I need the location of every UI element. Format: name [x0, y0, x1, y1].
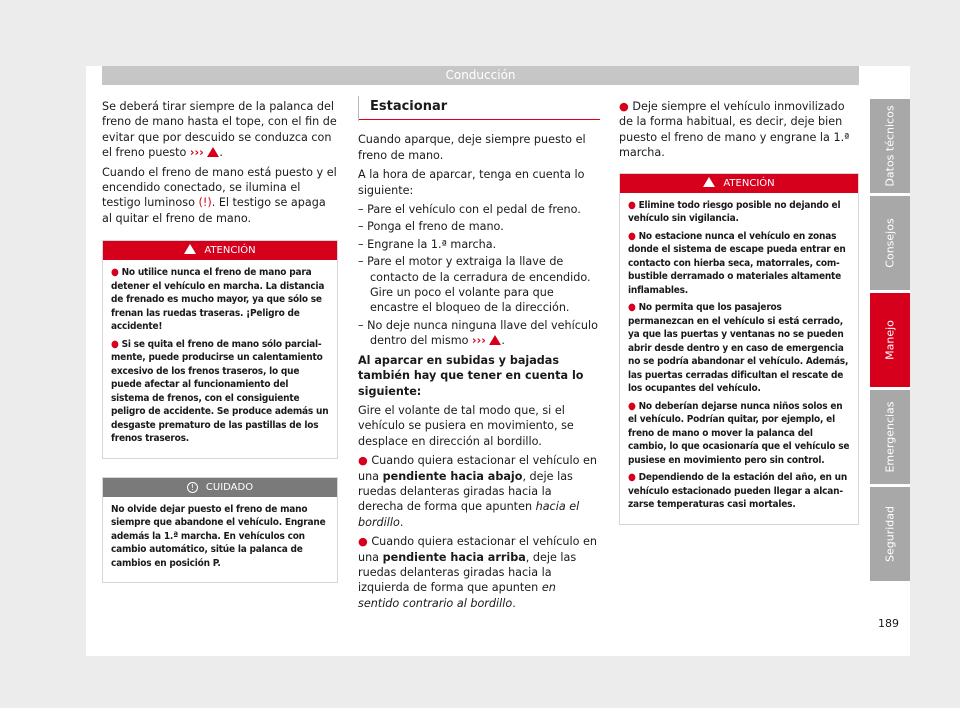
column-2	[358, 99, 600, 615]
paragraph: A la hora de aparcar, tenga en cuenta lo siguiente:	[358, 168, 585, 197]
list-item-text: Pare el motor y extraiga la llave de contacto de la cerradura de encendido. Gire un poco el volante para que encastre el bloqueo de la dirección.	[367, 255, 591, 315]
bullet-icon: ●	[358, 535, 368, 549]
warning-item-text: Elimine todo riesgo posible no dejando el vehículo sin vigilancia.	[628, 199, 841, 225]
text: Deje siempre el vehículo inmovilizado de la forma habitual, es decir, deje bien puesto el freno de mano y engrane la 1.ª marcha.	[619, 100, 850, 160]
tab-consejos[interactable]	[870, 196, 910, 290]
tab-datos-tecnicos[interactable]	[870, 99, 910, 193]
list-item	[358, 219, 600, 234]
bullet-paragraph	[358, 534, 600, 611]
tab-label: Emergencias	[883, 401, 897, 473]
warning-title: ATENCIÓN	[204, 245, 256, 257]
list-item-text: Pare el vehículo con el pedal de freno.	[367, 203, 581, 217]
paragraph	[102, 165, 338, 227]
subheading: Al aparcar en subidas y bajadas también hay que tener en cuenta lo siguiente:	[358, 353, 584, 398]
caution-box-header	[103, 478, 337, 497]
tab-emergencias[interactable]	[870, 390, 910, 484]
tab-label: Seguridad	[883, 506, 897, 562]
info-icon: !	[187, 482, 198, 493]
list-item	[358, 237, 600, 252]
list-item-text: Engrane la 1.ª marcha.	[367, 237, 497, 251]
warning-item-text: No deberían dejarse nunca niños solos en el vehículo. Podrían quitar, por ejemplo, el freno de mano o mover la palanca del cambio, lo que ocasionaría que el vehículo se pusiese en movimiento pero sin control.	[628, 400, 850, 466]
page-number: 189	[878, 617, 899, 630]
warning-triangle-icon	[489, 335, 501, 345]
paragraph	[102, 99, 338, 161]
bullet-icon: ●	[111, 267, 119, 279]
paragraph: Cuando aparque, deje siempre puesto el freno de mano.	[358, 133, 586, 162]
caution-title: CUIDADO	[205, 481, 254, 493]
reference-arrows[interactable]: ›››	[472, 334, 486, 348]
list-item-text: Ponga el freno de mano.	[367, 220, 504, 234]
list-item	[358, 202, 600, 217]
warning-item-text: No permita que los pasajeros permanezcan en el vehículo si está cerrado, ya que las puertas y ventanas no se pueden abrir desde dentro y en caso de emergencia no se podría abandonar el vehículo. Además, las puertas cerradas dificultan el rescate de los ocupantes del vehículo.	[628, 302, 849, 395]
text: .	[399, 515, 404, 529]
caution-text: No olvide dejar puesto el freno de mano siempre que abandone el vehículo. Engrane además la 1.ª marcha. En vehículos con cambio automático, sitúe la palanca de cambios en posición P.	[111, 503, 326, 569]
warning-box	[619, 173, 859, 525]
italic-text: en sentido contrario al bordillo	[358, 581, 556, 610]
chapter-header: Conducción	[102, 66, 859, 85]
warning-triangle-icon	[184, 244, 196, 254]
warning-item	[628, 471, 850, 512]
warning-item	[628, 230, 850, 298]
warning-box-header	[620, 174, 858, 193]
warning-item	[628, 301, 850, 396]
text: , deje las ruedas delanteras giradas hacia la derecha de forma que apunten	[358, 469, 573, 514]
caution-box-body	[103, 497, 337, 583]
warning-item-text: No utilice nunca el freno de mano para detener el vehículo en marcha. La distancia de frenado es mucho mayor, ya que sólo se frenan las ruedas traseras. ¡Peligro de accidente!	[111, 267, 325, 333]
reference-arrows[interactable]: ›››	[189, 146, 204, 160]
list-item-text: No deje nunca ninguna llave del vehículo dentro del mismo	[367, 318, 598, 348]
tab-label: Consejos	[883, 218, 897, 268]
text: Cuando quiera estacionar el vehículo en una	[358, 535, 598, 564]
bullet-icon: ●	[628, 400, 636, 412]
warning-box-body	[103, 260, 337, 458]
warning-item	[628, 400, 850, 468]
dash-marker: –	[358, 203, 364, 217]
warning-item	[111, 266, 329, 334]
warning-item	[111, 338, 329, 446]
dash-marker: –	[358, 255, 364, 269]
warning-item	[628, 199, 850, 226]
dash-marker: –	[358, 220, 364, 234]
warning-triangle-icon	[207, 147, 219, 157]
chapter-tabs	[870, 99, 910, 584]
section-title: Estacionar	[358, 99, 600, 120]
paragraph: Gire el volante de tal modo que, si el vehículo se pusiera en movimiento, se desplace en dirección al bordillo.	[358, 403, 574, 448]
tab-seguridad[interactable]	[870, 487, 910, 581]
tab-label: Datos técnicos	[883, 105, 897, 187]
warning-item-text: Dependiendo de la estación del año, en un vehículo estacionado pueden llegar a alcanzarse temperaturas casi mortales.	[628, 472, 848, 511]
paragraph-text: .	[219, 146, 223, 160]
paragraph-text: Se deberá tirar siempre de la palanca del freno de mano hasta el tope, con el fin de evitar que por descuido se conduzca con el freno puesto	[102, 100, 337, 160]
caution-box	[102, 477, 338, 584]
emphasis: pendiente hacia arriba	[382, 550, 526, 564]
tab-label: Manejo	[883, 320, 897, 360]
column-3	[619, 99, 859, 525]
text: , deje las ruedas delanteras giradas hacia la izquierda de forma que apunten	[358, 550, 577, 595]
paragraph-text: . El testigo se apaga al quitar el freno de mano.	[102, 196, 326, 225]
warning-triangle-icon	[703, 177, 715, 187]
bullet-icon: ●	[358, 454, 368, 468]
warning-box	[102, 240, 338, 459]
italic-text: hacia el bordillo	[358, 500, 580, 529]
brake-warning-lamp-icon: (!)	[198, 196, 212, 210]
bullet-icon: ●	[628, 199, 636, 211]
text: .	[512, 596, 516, 610]
tab-manejo[interactable]	[870, 293, 910, 387]
column-1	[102, 99, 338, 583]
dash-marker: –	[358, 318, 364, 332]
warning-title: ATENCIÓN	[723, 177, 775, 189]
bullet-icon: ●	[628, 302, 636, 314]
paragraph-text: Cuando el freno de mano está puesto y el encendido conectado, se ilumina el testigo luminoso	[102, 165, 337, 210]
warning-box-header	[103, 241, 337, 260]
emphasis: pendiente hacia abajo	[382, 469, 523, 483]
warning-item-text: Si se quita el freno de mano sólo parcialmente, puede producirse un calentamiento excesivo de los frenos traseros, lo que puede afectar al funcionamiento del sistema de frenos, con el consiguiente peligro de accidente. Se produce además un desgaste prematuro de las pastillas de los frenos traseros.	[111, 338, 329, 445]
warning-box-body	[620, 193, 858, 524]
bullet-icon: ●	[628, 472, 636, 484]
bullet-icon: ●	[628, 230, 636, 242]
text: Cuando quiera estacionar el vehículo en una	[358, 454, 598, 483]
bullet-paragraph	[358, 453, 600, 530]
list-item	[358, 254, 600, 316]
bullet-icon: ●	[111, 338, 119, 350]
warning-item-text: No estacione nunca el vehículo en zonas donde el sistema de escape pueda entrar en contacto con hierba seca, matorrales, combustible derramado o materiales altamente inflamables.	[628, 230, 846, 296]
dash-marker: –	[358, 237, 364, 251]
bullet-paragraph	[619, 99, 859, 161]
bullet-icon: ●	[619, 100, 629, 113]
list-item: – No deje nunca ninguna llave del vehículo dentro del mismo ››› .	[358, 318, 598, 348]
